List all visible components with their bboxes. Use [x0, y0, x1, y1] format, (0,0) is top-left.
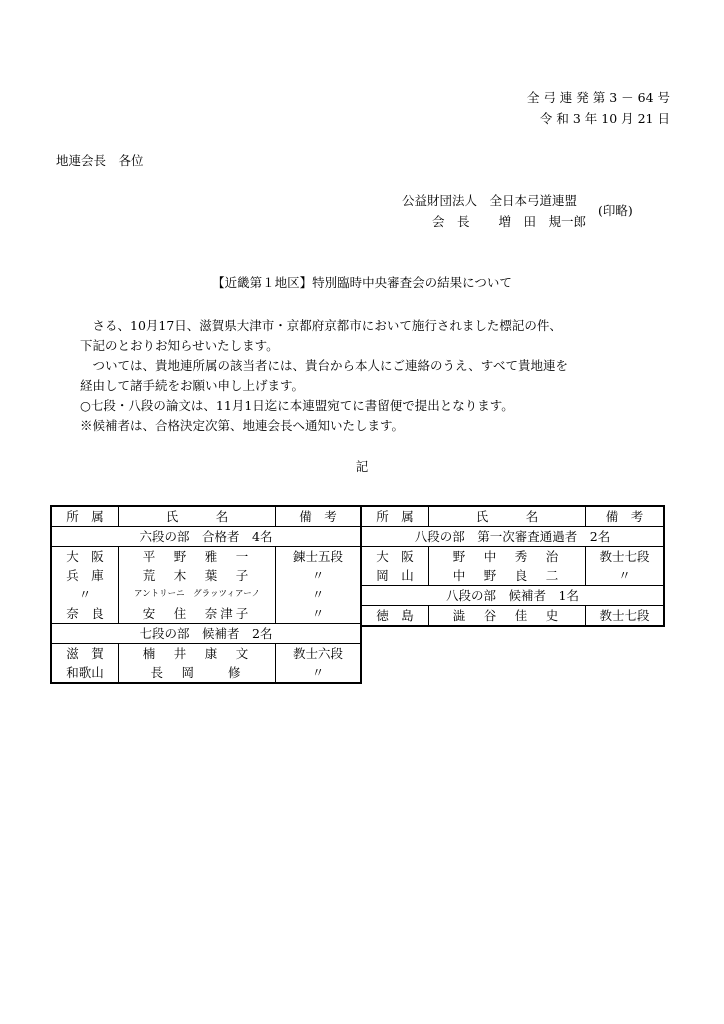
section-row: [51, 527, 361, 547]
body-line: ついては、貴地連所属の該当者には、貴台から本人にご連絡のうえ、すべて貴地連を: [80, 358, 569, 373]
seal-omitted-note: (印略): [598, 203, 633, 218]
results-table-left: [50, 505, 362, 684]
issuer-organization: 公益財団法人 全日本弓道連盟: [402, 193, 578, 208]
document-date: 令 和 3 年 10 月 21 日: [539, 111, 670, 126]
cell-name: 長 岡 修: [119, 663, 276, 683]
cell-affiliation: 兵 庫: [51, 566, 119, 585]
cell-remarks: 〃: [311, 587, 325, 602]
cell-affiliation: 大 阪: [51, 547, 119, 567]
cell-remarks: 〃: [311, 665, 325, 680]
table-row: [51, 547, 361, 567]
cell-affiliation: 岡 山: [361, 566, 429, 586]
cell-name: 野 中 秀 治: [429, 547, 586, 567]
header-name: 氏 名: [429, 506, 586, 527]
results-table-right: [360, 505, 665, 627]
table-row: [361, 566, 664, 586]
header-affiliation: 所 属: [51, 506, 119, 527]
cell-affiliation: 滋 賀: [51, 644, 119, 664]
section-row: [361, 586, 664, 606]
note-line: ○七段・八段の論文は、11月1日迄に本連盟宛てに書留便で提出となります。: [80, 398, 514, 413]
table-row: [51, 585, 361, 604]
table-header-row: [361, 506, 664, 527]
cell-name: アントリーニ グラッツィアーノ: [119, 585, 276, 604]
cell-remarks: 錬士五段: [292, 549, 343, 564]
table-row: [51, 644, 361, 664]
body-text: [80, 316, 568, 436]
section-row: [51, 624, 361, 644]
cell-name: 平 野 雅 一: [119, 547, 276, 567]
cell-remarks: 教士七段: [599, 549, 650, 564]
cell-remarks: 〃: [311, 568, 325, 583]
document-title: 【近畿第１地区】特別臨時中央審査会の結果について: [212, 275, 512, 290]
section-label: 八段の部 第一次審査通過者 2名: [361, 527, 664, 547]
table-row: [51, 663, 361, 683]
cell-name: 安 住 奈津子: [119, 604, 276, 624]
header-remarks: 備 考: [276, 506, 362, 527]
cell-remarks: 教士七段: [599, 608, 650, 623]
cell-affiliation: 徳 島: [361, 606, 429, 627]
table-row: [51, 604, 361, 624]
cell-remarks: 教士六段: [292, 646, 343, 661]
header-name: 氏 名: [119, 506, 276, 527]
cell-name: 澁 谷 佳 史: [429, 606, 586, 627]
section-label: 七段の部 候補者 2名: [51, 624, 361, 644]
section-label: 六段の部 合格者 4名: [51, 527, 361, 547]
cell-affiliation: 奈 良: [51, 604, 119, 624]
cell-affiliation: 〃: [51, 585, 119, 604]
body-line: さる、10月17日、滋賀県大津市・京都府京都市において施行されました標記の件、: [80, 318, 562, 333]
table-header-row: [51, 506, 361, 527]
body-line: 下記のとおりお知らせいたします。: [80, 338, 279, 353]
cell-name: 中 野 良 二: [429, 566, 586, 586]
section-row: [361, 527, 664, 547]
cell-remarks: 〃: [618, 568, 631, 583]
table-row: [361, 606, 664, 627]
note-line: ※候補者は、合格決定次第、地連会長へ通知いたします。: [80, 418, 405, 433]
document-number: 全 弓 連 発 第 3 － 64 号: [526, 90, 670, 105]
section-label: 八段の部 候補者 1名: [361, 586, 664, 606]
ki-marker: 記: [355, 459, 369, 474]
issuer-name: 会 長 増 田 規一郎: [432, 214, 586, 229]
table-row: [361, 547, 664, 567]
addressee: 地連会長 各位: [56, 153, 144, 168]
cell-name: 荒 木 葉 子: [119, 566, 276, 585]
cell-name: 楠 井 康 文: [119, 644, 276, 664]
table-row: [51, 566, 361, 585]
cell-remarks: 〃: [311, 606, 325, 621]
header-affiliation: 所 属: [361, 506, 429, 527]
cell-affiliation: 大 阪: [361, 547, 429, 567]
body-line: 経由して諸手続をお願い申し上げます。: [80, 378, 305, 393]
cell-affiliation: 和歌山: [51, 663, 119, 683]
header-remarks: 備 考: [586, 506, 665, 527]
